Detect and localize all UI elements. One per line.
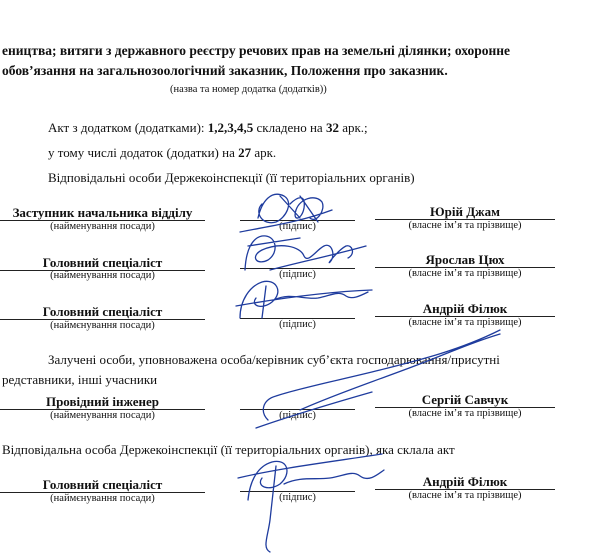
- act-pages: 32: [325, 120, 339, 135]
- appendix-summary-line: [48, 145, 276, 161]
- responsible-heading: Відповідальні особи Держекоінспекції (її територіальних органів): [48, 170, 415, 185]
- compiler-name-caption: (власне ім’я та прізвище): [408, 490, 522, 501]
- act-mid: складено на: [256, 120, 323, 135]
- act-prefix: Акт з додатком (додатками):: [48, 120, 205, 135]
- official-1-signature-caption: (підпис): [279, 221, 316, 232]
- official-3-name: Андрій Філюк: [422, 301, 508, 316]
- official-1-position: Заступник начальника відділу: [12, 205, 193, 220]
- signature-3-drawing: [236, 281, 372, 318]
- compiler-signature-caption: (підпис): [279, 492, 316, 503]
- appendix-prefix: у тому числі додаток (додатки) на: [48, 145, 235, 160]
- compiler-position-caption: (наймєнування посади): [50, 493, 155, 504]
- appendix-pages: 27: [238, 145, 252, 160]
- official-3-position: Головний спеціаліст: [42, 304, 163, 319]
- official-3-position-caption: (наймєнування посади): [50, 320, 155, 331]
- official-2-name-caption: (власне ім’я та прізвище): [408, 268, 522, 279]
- act-summary-line: [48, 120, 368, 136]
- compiler-position: Головний спеціаліст: [42, 477, 163, 492]
- involved-line-1: Залучені особи, уповноважена особа/керівник суб’єкта господарювання/присутні: [48, 352, 500, 367]
- compiler-name: Андрій Філюк: [422, 474, 508, 489]
- appendix-suffix: арк.: [254, 145, 277, 160]
- header-caption: (назва та номер додатка (додатків)): [170, 84, 327, 95]
- compiler-heading: Відповідальна особа Держекоінспекції (її територіальних органів), яка склала акт: [2, 442, 455, 457]
- official-1-position-caption: (найменування посади): [50, 221, 155, 232]
- involved-name: Сергій Савчук: [421, 392, 509, 407]
- act-appendices: 1,2,3,4,5: [207, 120, 254, 135]
- involved-name-caption: (власне ім’я та прізвище): [408, 408, 522, 419]
- involved-position-caption: (найменування посади): [50, 410, 155, 421]
- official-2-name: Ярослав Цюх: [425, 252, 505, 267]
- involved-line-2: редставники, інші учасники: [2, 372, 158, 387]
- official-2-position: Головний спеціаліст: [42, 255, 163, 270]
- official-2-position-caption: (найменування посади): [50, 270, 155, 281]
- official-3-signature-caption: (підпис): [279, 319, 316, 330]
- official-1-name-caption: (власне ім’я та прізвище): [408, 220, 522, 231]
- official-1-name: Юрій Джам: [430, 204, 500, 219]
- header-line-1: еництва; витяги з державного реєстру речових прав на земельні ділянки; охоронне: [2, 43, 511, 58]
- signature-2-drawing: [245, 236, 366, 270]
- signature-5-drawing: [238, 454, 384, 552]
- involved-signature-caption: (підпис): [279, 410, 316, 421]
- official-2-signature-caption: (підпис): [279, 269, 316, 280]
- header-line-2: обов’язання на загальнозоологічний заказник, Положення про заказник.: [2, 63, 448, 78]
- official-3-name-caption: (власне ім’я та прізвище): [408, 317, 522, 328]
- involved-position: Провідний інженер: [45, 394, 160, 409]
- act-suffix: арк.;: [342, 120, 368, 135]
